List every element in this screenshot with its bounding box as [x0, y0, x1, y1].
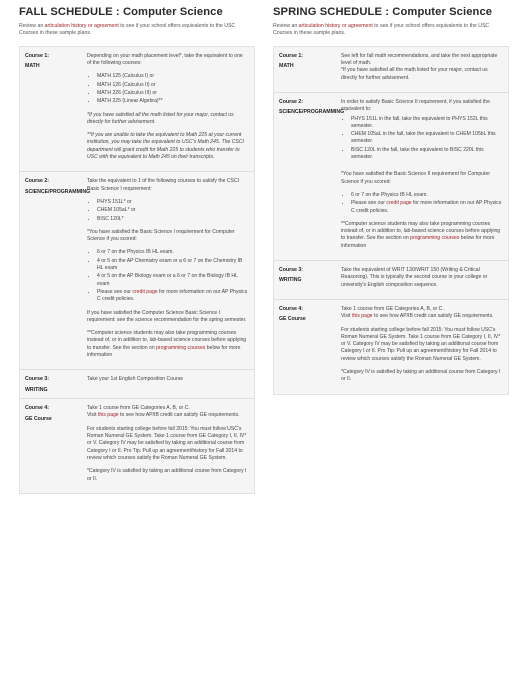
paragraph: Take your 1st English Composition Course — [87, 376, 183, 383]
list-item: • 4 or 5 on the AP Biology exam or a 6 or 7 on the Biology IB HL exam — [97, 273, 248, 288]
course-number: Course 1: — [25, 52, 49, 59]
text: Please see our — [351, 200, 387, 207]
this-page-link[interactable]: this page — [97, 412, 119, 419]
intro-text: Review an — [273, 23, 299, 29]
spring-row-math — [274, 47, 508, 92]
paragraph: See left for fall math recommendations, and take the next appropriate level of math. — [341, 52, 498, 67]
list-item: • BISC 120L in the fall, take the equivalent to BISC 220L this semester. — [351, 147, 502, 162]
course-subject: WRITING — [279, 277, 302, 284]
paragraph: Depending on your math placement level*, take the equivalent to one of the following courses: — [87, 52, 243, 67]
paragraph: Take 1 course from GE Categories A, B, or C. — [87, 405, 190, 412]
paragraph: *You have satisfied the Basic Science I requirement for Computer Science if you scored: — [87, 228, 235, 243]
list-item — [351, 200, 502, 215]
intro-text: Review an — [19, 23, 45, 29]
list-item: • MATH 226 (Calculus III) or — [97, 90, 248, 97]
paragraph: *If you have satisfied all the math listed for your major, contact us directly for further advisement. — [341, 67, 488, 81]
row-body — [337, 261, 508, 299]
spring-title: SPRING SCHEDULE : Computer Science — [273, 6, 493, 18]
paragraph: *You have satisfied the Basic Science II requirement for Computer Science if you scored: — [341, 171, 491, 185]
row-header — [20, 370, 83, 398]
list-item: • MATH 125 (Calculus I) or — [97, 73, 248, 80]
text: **Computer science students may also take programming courses instead of, or in addition to, lab-based science courses before applying to transfer. See the section on — [87, 330, 247, 351]
spring-schedule-table — [273, 46, 509, 395]
row-body — [83, 370, 254, 398]
row-header — [274, 93, 345, 260]
course-subject: SCIENCE/PROGRAMMING — [25, 188, 91, 195]
paragraph — [341, 313, 502, 320]
fall-column — [19, 6, 255, 494]
fall-intro — [19, 23, 255, 38]
list-item: • 6 or 7 on the Physics IB HL exam. — [97, 249, 248, 256]
spring-row-science — [274, 92, 508, 260]
row-body — [337, 300, 508, 394]
row-header — [20, 399, 83, 493]
footnote: **If you are unable to take the equivalent to Math 225 at your current institution, you may take the equivalent to USC's Math 245. The CSCI department will grant credit for Math 225 to students who transfer to USC with the equivalent to Math 245 on their transcripts. — [87, 132, 244, 161]
spring-row-writing — [274, 260, 508, 299]
paragraph: Take the equivalent to 1 of the following courses to satisfy the CSCI Basic Science I requirement: — [87, 178, 240, 192]
fall-title: FALL SCHEDULE : Computer Science — [19, 6, 223, 18]
row-header — [274, 261, 337, 299]
text: Visit — [341, 313, 352, 320]
course-subject: MATH — [279, 63, 294, 70]
row-body — [83, 172, 254, 369]
paragraph: For students starting college before fall 2015: You must follow USC's Roman Numeral GE System. Take 1 course from GE Category I, II, IV* or V. Category IV may be satisfied by taking an additional course from Category I or II. Pro Tip: Pull up an agreement/history for Fall 2014 to review which courses satisfy the Roman Numeral GE System. — [341, 326, 501, 362]
list-item: • CHEM 105aL in the fall, take the equivalent to CHEM 105bL this semester. — [351, 131, 502, 146]
text: for more information on our AP Physics C credit policies. — [97, 288, 248, 303]
course-subject: WRITING — [25, 386, 48, 393]
text: below for more information — [87, 344, 241, 359]
text: to see how AP/IB credit can satisfy GE requirements. — [372, 313, 494, 320]
course-number: Course 2: — [279, 99, 303, 105]
row-body — [337, 93, 508, 260]
course-number: Course 1: — [279, 52, 303, 59]
course-number: Course 2: — [25, 178, 49, 185]
intro-text: to see if your school offers equivalents to the USC Courses in these sample plans. — [273, 23, 490, 37]
course-list — [87, 199, 248, 223]
course-list — [87, 73, 248, 105]
course-number: Course 3: — [25, 376, 49, 383]
list-item: • CHEM 105aL* or — [97, 207, 248, 214]
course-subject: SCIENCE/PROGRAMMING — [279, 109, 345, 116]
fall-row-science — [20, 171, 254, 369]
list-item: • BISC 120L* — [97, 216, 248, 223]
course-list — [341, 116, 502, 162]
row-header — [274, 300, 337, 394]
row-header — [274, 47, 337, 92]
course-subject: GE Course — [279, 316, 306, 323]
row-header — [20, 47, 83, 172]
text: below for more information — [341, 235, 495, 249]
text: to see how AP/IB credit can satisfy GE requirements. — [118, 412, 240, 419]
articulation-link[interactable]: articulation history or agreement — [44, 23, 119, 29]
paragraph: *Category IV is satisfied by taking an additional course from Category I or II. — [341, 369, 501, 383]
programming-courses-link[interactable]: programming courses — [156, 344, 206, 351]
course-number: Course 4: — [279, 305, 303, 312]
list-item: • MATH 225 (Linear Algebra)** — [97, 98, 248, 105]
text: Visit — [87, 412, 98, 419]
course-number: Course 3: — [279, 267, 303, 274]
course-subject: MATH — [25, 63, 40, 70]
articulation-link[interactable]: articulation history or agreement — [298, 23, 373, 29]
list-item: • 4 or 5 on the AP Chemistry exam or a 6 or 7 on the Chemistry IB HL exam — [97, 258, 248, 273]
score-list — [341, 192, 502, 215]
paragraph: In order to satisfy Basic Science II requirement, if you satisfied the equivalent to: — [341, 99, 490, 113]
paragraph: Take 1 course from GE Categories A, B, or C. — [341, 305, 444, 312]
footnote: *If you have satisfied all the math listed for your major, contact us directly for further advisement. — [87, 111, 234, 125]
credit-page-link[interactable]: credit page — [386, 200, 412, 207]
text: **Computer science students may also take programming courses instead of, or in addition to, lab-based science courses before applying to transfer. See the section on — [341, 220, 501, 242]
row-body — [83, 399, 254, 493]
list-item: • MATH 126 (Calculus II) or — [97, 82, 248, 89]
text: for more information on our AP Physics C credit policies. — [351, 200, 502, 214]
score-list — [87, 249, 248, 303]
spring-intro — [273, 23, 509, 38]
fall-row-math — [20, 47, 254, 172]
fall-row-writing — [20, 369, 254, 398]
list-item — [97, 289, 248, 304]
text: Please see our — [97, 288, 133, 295]
paragraph: If you have satisfied the Computer Science Basic Science I requirement: see the science recommendation for the spring semester. — [87, 309, 247, 323]
spring-column — [273, 6, 509, 395]
credit-page-link[interactable]: credit page — [132, 288, 158, 295]
fall-row-ge — [20, 398, 254, 493]
list-item: • PHYS 151L in the fall, take the equivalent to PHYS 152L this semester. — [351, 116, 502, 131]
course-number: Course 4: — [25, 405, 49, 412]
row-body — [83, 47, 254, 172]
paragraph: For students starting college before fall 2015: You must follow USC's Roman Numeral GE System. Take 1 course from GE Category I, II, IV* or V. Category IV may be satisfied by taking an additional course from Category I or II. Pro Tip: Pull up an agreement/history for Fall 2014 to review which courses satisfy the Roman Numeral GE System. — [87, 425, 247, 461]
fall-schedule-table — [19, 46, 255, 494]
programming-courses-link[interactable]: programming courses — [410, 235, 460, 242]
paragraph: Take the equivalent of WRIT 130/WRIT 150 (Writing & Critical Reasoning). This is typically the second course in your college or university's English composition sequence. — [341, 267, 488, 288]
paragraph: *Category IV is satisfied by taking an additional course from Category I or II. — [87, 468, 247, 482]
paragraph — [87, 412, 248, 419]
list-item: • 6 or 7 on the Physics IB HL exam. — [351, 192, 502, 199]
course-subject: GE Course — [25, 415, 52, 422]
spring-row-ge — [274, 299, 508, 394]
paragraph — [341, 221, 502, 250]
paragraph — [87, 330, 248, 359]
this-page-link[interactable]: this page — [351, 313, 373, 320]
row-body — [337, 47, 508, 92]
intro-text: to see if your school offers equivalents to the USC Courses in these sample plans. — [19, 23, 236, 37]
row-header — [20, 172, 91, 369]
list-item: • PHYS 151L* or — [97, 199, 248, 206]
